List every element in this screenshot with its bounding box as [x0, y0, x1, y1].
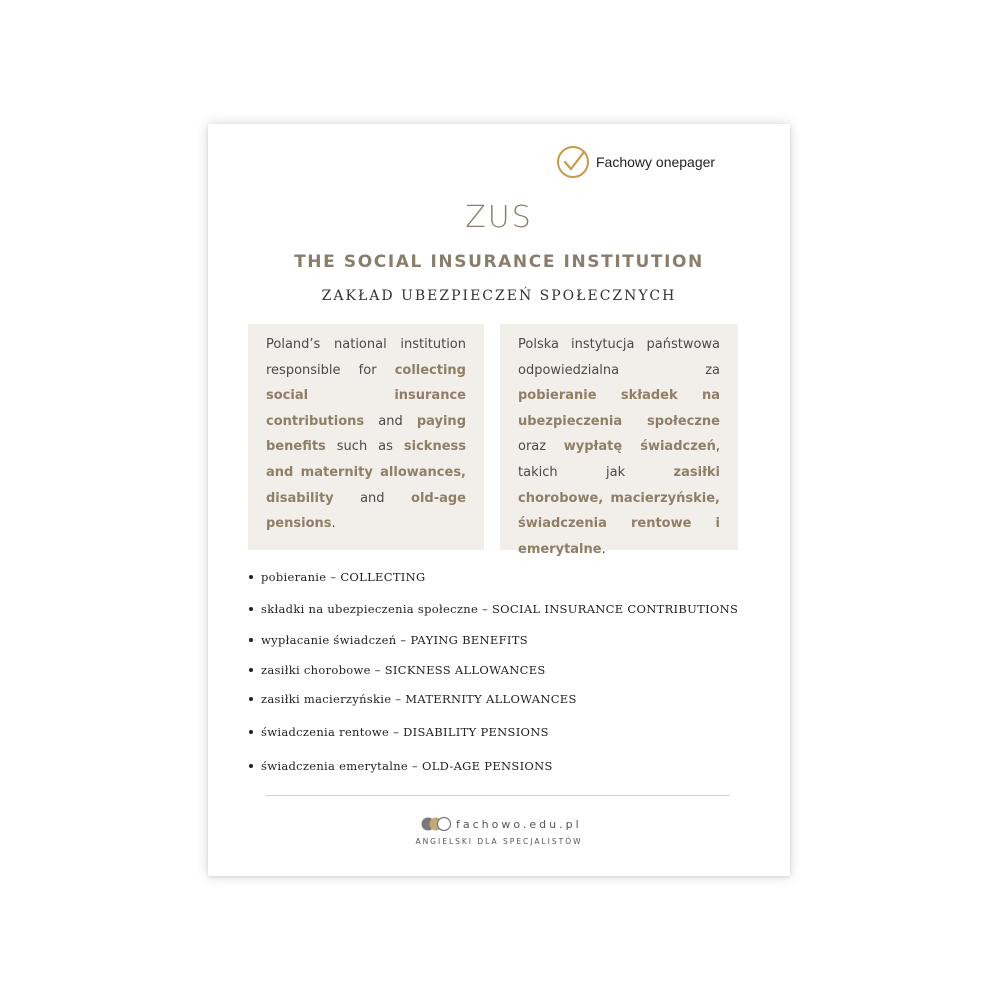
vocabulary-item: [248, 692, 577, 706]
footer-tagline: ANGIELSKI DLA SPECJALISTÓW: [415, 837, 583, 846]
definition-text: Polska instytucja państwowa odpowiedzialna za: [518, 337, 720, 378]
divider: [266, 795, 730, 796]
definition-english-box: [248, 324, 484, 550]
onepager-card: [208, 124, 790, 876]
vocabulary-text: składki na ubezpieczenia społeczne – SOCIAL INSURANCE CONTRIBUTIONS: [261, 602, 739, 616]
subtitle-english: THE SOCIAL INSURANCE INSTITUTION: [294, 252, 704, 272]
badge-label: Fachowy onepager: [596, 154, 716, 170]
bullet-icon: [249, 668, 253, 672]
definition-text: and: [364, 413, 417, 429]
vocabulary-item: [248, 663, 546, 677]
bullet-icon: [249, 607, 253, 611]
definition-text: , takich jak: [518, 439, 720, 480]
bullet-icon: [249, 730, 253, 734]
vocabulary-text: pobieranie – COLLECTING: [261, 570, 426, 584]
definition-highlight: wypłatę świadczeń: [563, 439, 716, 455]
vocabulary-item: [248, 725, 549, 739]
bullet-icon: [249, 697, 253, 701]
definition-highlight: collecting social insurance contributions: [266, 362, 466, 429]
bullet-icon: [249, 575, 253, 579]
vocabulary-item: [248, 633, 528, 647]
definition-text: Poland’s national institution responsible for: [266, 337, 466, 378]
bullet-icon: [249, 764, 253, 768]
definition-text: .: [601, 541, 606, 557]
definition-text: such as: [325, 439, 404, 455]
footer-domain: fachowo.edu.pl: [456, 817, 582, 831]
definition-highlight: pobieranie składek na ubezpieczenia społeczne: [518, 388, 720, 429]
vocabulary-text: zasiłki chorobowe – SICKNESS ALLOWANCES: [261, 663, 546, 677]
bullet-icon: [249, 638, 253, 642]
definition-polish-box: [500, 324, 738, 557]
vocabulary-item: [248, 570, 426, 584]
definition-highlight: zasiłki chorobowe, macierzyńskie, świadczenia rentowe i emerytalne: [518, 464, 720, 557]
definition-text: oraz: [518, 439, 564, 455]
definition-text: .: [331, 516, 336, 532]
vocabulary-text: zasiłki macierzyńskie – MATERNITY ALLOWANCES: [261, 692, 577, 706]
definition-text: and: [333, 490, 412, 506]
page-title: ZUS: [465, 200, 533, 235]
check-circle-icon: [556, 145, 590, 179]
definition-highlight: sickness and maternity allowances, disability: [266, 439, 466, 506]
vocabulary-item: [248, 759, 553, 773]
footer-logo: [420, 816, 582, 832]
vocabulary-item: [248, 602, 738, 616]
subtitle-polish: ZAKŁAD UBEZPIECZEŃ SPOŁECZNYCH: [321, 288, 677, 304]
onepager-badge: [556, 144, 715, 180]
three-circles-logo: [420, 816, 454, 832]
vocabulary-text: wypłacanie świadczeń – PAYING BENEFITS: [261, 633, 528, 647]
definition-highlight: paying benefits: [266, 413, 466, 455]
vocabulary-text: świadczenia emerytalne – OLD-AGE PENSIONS: [261, 759, 553, 773]
definition-highlight: old-age pensions: [266, 490, 466, 532]
vocabulary-text: świadczenia rentowe – DISABILITY PENSIONS: [261, 725, 549, 739]
